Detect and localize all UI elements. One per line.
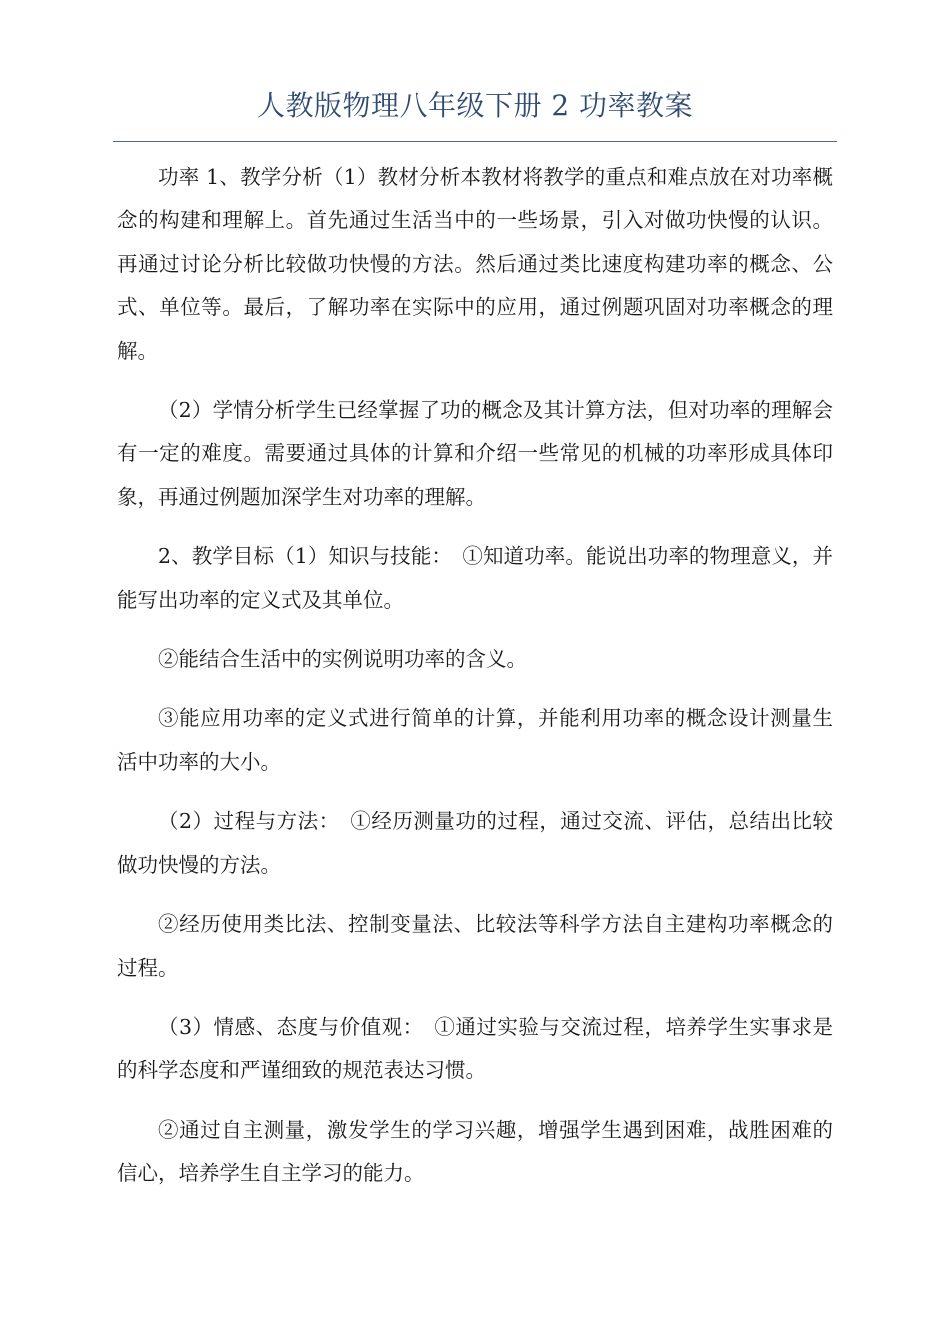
paragraph-knowledge-skills: 2、教学目标（1）知识与技能： ①知道功率。能说出功率的物理意义，并能写出功率的定义式及其单位。 <box>117 544 833 612</box>
paragraph-knowledge-skills-2: ②能结合生活中的实例说明功率的含义。 <box>158 647 527 672</box>
paragraph-emotion-attitude-2: ②通过自主测量，激发学生的学习兴趣，增强学生遇到困难，战胜困难的信心，培养学生自主学习的能力。 <box>117 1117 833 1186</box>
paragraph-process-methods: （2）过程与方法： ①经历测量功的过程，通过交流、评估，总结出比较做功快慢的方法。 <box>117 809 833 877</box>
paragraph-student-analysis: （2）学情分析学生已经掌握了功的概念及其计算方法，但对功率的理解会有一定的难度。需要通过具体的计算和介绍一些常见的机械的功率形成具体印象，再通过例题加深学生对功率的理解。 <box>117 398 833 509</box>
paragraph-teaching-analysis: 功率 1、教学分析（1）教材分析本教材将教学的重点和难点放在对功率概念的构建和理解上。首先通过生活当中的一些场景，引入对做功快慢的认识。再通过讨论分析比较做功快慢的方法。然后通过类比速度构建功率的概念、公式、单位等。最后，了解功率在实际中的应用，通过例题巩固对功率概念的理解。 <box>117 165 833 363</box>
paragraph-knowledge-skills-3: ③能应用功率的定义式进行简单的计算，并能利用功率的概念设计测量生活中功率的大小。 <box>117 706 833 774</box>
paragraph-process-methods-2: ②经历使用类比法、控制变量法、比较法等科学方法自主建构功率概念的过程。 <box>117 912 833 980</box>
document-body <box>117 156 833 1212</box>
paragraph-emotion-attitude: （3）情感、态度与价值观： ①通过实验与交流过程，培养学生实事求是的科学态度和严谨细致的规范表达习惯。 <box>117 1014 833 1083</box>
title-divider <box>113 141 837 142</box>
document-title: 人教版物理八年级下册 2 功率教案 <box>256 89 694 122</box>
